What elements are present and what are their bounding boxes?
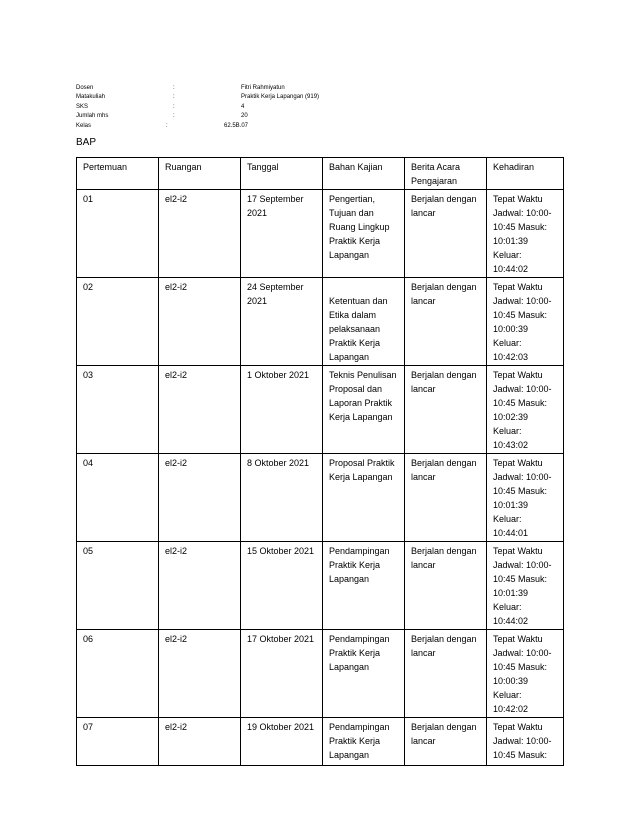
table-row	[77, 542, 564, 630]
cell-kehadiran: Tepat Waktu Jadwal: 10:00-10:45 Masuk: 10:00:39 Keluar: 10:42:03	[487, 278, 564, 366]
section-heading: BAP	[76, 137, 97, 148]
cell-ruangan: el2-i2	[159, 366, 241, 454]
cell-tanggal: 1 Oktober 2021	[241, 366, 323, 454]
info-label: Matakuliah	[76, 94, 106, 101]
cell-tanggal: 15 Oktober 2021	[241, 542, 323, 630]
cell-tanggal: 17 Oktober 2021	[241, 630, 323, 718]
cell-bahan-kajian: Pendampingan Praktik Kerja Lapangan	[323, 542, 405, 630]
bap-table	[76, 157, 564, 766]
column-header: Pertemuan	[77, 158, 159, 190]
info-label: Kelas	[76, 122, 92, 129]
cell-bahan-kajian: Teknis Penulisan Proposal dan Laporan Praktik Kerja Lapangan	[323, 366, 405, 454]
cell-bahan-kajian: Proposal Praktik Kerja Lapangan	[323, 454, 405, 542]
cell-tanggal: 17 September 2021	[241, 190, 323, 278]
cell-pertemuan: 02	[77, 278, 159, 366]
cell-kehadiran: Tepat Waktu Jadwal: 10:00-10:45 Masuk: 10:02:39 Keluar: 10:43:02	[487, 366, 564, 454]
info-label: Dosen	[76, 85, 94, 91]
cell-berita-acara: Berjalan dengan lancar	[405, 542, 487, 630]
cell-ruangan: el2-i2	[159, 190, 241, 278]
table-row	[77, 190, 564, 278]
cell-pertemuan: 06	[77, 630, 159, 718]
column-header: Bahan Kajian	[323, 158, 405, 190]
cell-kehadiran: Tepat Waktu Jadwal: 10:00-10:45 Masuk:	[487, 718, 564, 766]
column-header: Ruangan	[159, 158, 241, 190]
bahan-kajian-text: Ketentuan dan Etika dalam pelaksanaan Praktik Kerja Lapangan	[329, 296, 388, 362]
table-row	[77, 278, 564, 366]
table-row	[77, 366, 564, 454]
table-row	[77, 718, 564, 766]
cell-pertemuan: 04	[77, 454, 159, 542]
cell-pertemuan: 01	[77, 190, 159, 278]
cell-tanggal: 8 Oktober 2021	[241, 454, 323, 542]
cell-bahan-kajian: Pengertian, Tujuan dan Ruang Lingkup Praktik Kerja Lapangan	[323, 190, 405, 278]
cell-kehadiran: Tepat Waktu Jadwal: 10:00-10:45 Masuk: 10:00:39 Keluar: 10:42:02	[487, 630, 564, 718]
cell-bahan-kajian: Pendampingan Praktik Kerja Lapangan	[323, 630, 405, 718]
cell-ruangan: el2-i2	[159, 718, 241, 766]
cell-ruangan: el2-i2	[159, 630, 241, 718]
column-header: Berita Acara Pengajaran	[405, 158, 487, 190]
table-header-row	[77, 158, 564, 190]
info-value: 20	[241, 113, 248, 120]
info-value: 62.5B.07	[224, 122, 249, 129]
cell-ruangan: el2-i2	[159, 542, 241, 630]
cell-bahan-kajian: Pendampingan Praktik Kerja Lapangan	[323, 718, 405, 766]
cell-berita-acara: Berjalan dengan lancar	[405, 630, 487, 718]
info-value: 4	[241, 103, 245, 110]
cell-berita-acara: Berjalan dengan lancar	[405, 366, 487, 454]
cell-pertemuan: 05	[77, 542, 159, 630]
cell-berita-acara: Berjalan dengan lancar	[405, 190, 487, 278]
info-value: Fitri Rahmiyatun	[241, 85, 285, 91]
info-value: Praktik Kerja Lapangan (919)	[241, 94, 320, 101]
cell-berita-acara: Berjalan dengan lancar	[405, 718, 487, 766]
cell-kehadiran: Tepat Waktu Jadwal: 10:00-10:45 Masuk: 10:01:39 Keluar: 10:44:02	[487, 190, 564, 278]
cell-ruangan: el2-i2	[159, 454, 241, 542]
table-row	[77, 630, 564, 718]
column-header: Tanggal	[241, 158, 323, 190]
info-label: Jumlah mhs	[76, 113, 109, 120]
column-header: Kehadiran	[487, 158, 564, 190]
cell-kehadiran: Tepat Waktu Jadwal: 10:00-10:45 Masuk: 10:01:39 Keluar: 10:44:02	[487, 542, 564, 630]
cell-tanggal: 19 Oktober 2021	[241, 718, 323, 766]
info-label: SKS	[76, 103, 89, 110]
cell-kehadiran: Tepat Waktu Jadwal: 10:00-10:45 Masuk: 10:01:39 Keluar: 10:44:01	[487, 454, 564, 542]
table-row	[77, 454, 564, 542]
cell-ruangan: el2-i2	[159, 278, 241, 366]
cell-bahan-kajian	[323, 278, 405, 366]
cell-pertemuan: 03	[77, 366, 159, 454]
cell-berita-acara: Berjalan dengan lancar	[405, 278, 487, 366]
cell-tanggal: 24 September 2021	[241, 278, 323, 366]
cell-berita-acara: Berjalan dengan lancar	[405, 454, 487, 542]
cell-pertemuan: 07	[77, 718, 159, 766]
